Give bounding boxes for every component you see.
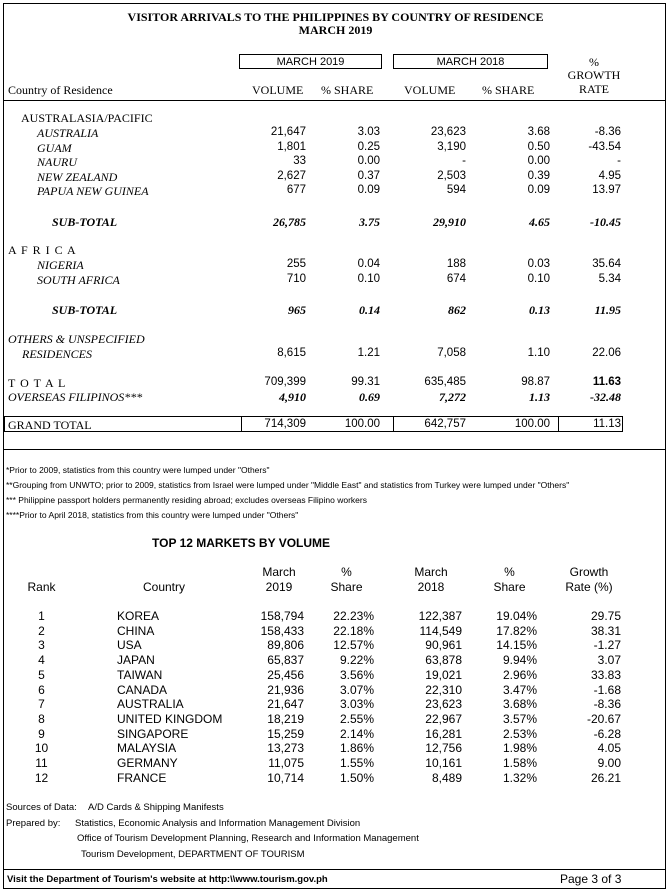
- top12-country: SINGAPORE: [117, 726, 189, 741]
- top12-growth: 3.07: [597, 653, 621, 668]
- ofw-v18: 7,272: [439, 390, 466, 404]
- top12-volume-2019: 25,456: [267, 667, 304, 682]
- subtotal-s19-australasia: 3.75: [359, 215, 380, 229]
- top12-growth-header-b: Rate (%): [565, 580, 613, 594]
- top12-sh19-header-b: Share: [330, 580, 363, 594]
- top12-rank: 7: [38, 697, 45, 712]
- top12-volume-2018: 16,281: [425, 726, 462, 741]
- volume-2018: 3,190: [437, 140, 466, 153]
- total-v19: 709,399: [264, 376, 306, 388]
- volume-2019-header: VOLUME: [252, 83, 304, 97]
- top12-share-2018: 1.58%: [502, 756, 537, 770]
- top12-share-2019: 22.18%: [333, 623, 374, 638]
- top12-share-2018: 14.15%: [496, 638, 537, 653]
- share-2018: 0.10: [527, 272, 550, 285]
- top12-growth: 29.75: [590, 609, 621, 623]
- top12-growth: 33.83: [590, 667, 621, 682]
- volume-2019: 677: [286, 184, 306, 197]
- top12-volume-2018: 19,021: [425, 667, 462, 682]
- top12-share-2018: 17.82%: [496, 623, 537, 638]
- volume-2018-header: VOLUME: [404, 83, 456, 97]
- others-label-line2: RESIDENCES: [22, 347, 92, 361]
- others-v19: 8,615: [277, 347, 306, 359]
- share-2018: 0.50: [527, 140, 550, 153]
- ofw-v19: 4,910: [279, 390, 306, 404]
- top12-volume-2018: 90,961: [425, 638, 462, 653]
- subtotal-v18-africa: 862: [448, 303, 466, 317]
- share-2018: 0.03: [527, 258, 550, 270]
- top12-share-2018: 2.96%: [502, 667, 537, 682]
- top12-rank: 4: [38, 653, 45, 668]
- volume-2019: 33: [293, 155, 306, 168]
- top12-volume-2019: 13,273: [267, 741, 304, 756]
- top12-m18-header-a: March: [414, 565, 448, 579]
- grand-total-s18: 100.00: [514, 418, 550, 430]
- top12-volume-2019: 89,806: [267, 638, 304, 653]
- growth-rate: 35.64: [592, 258, 621, 270]
- subtotal-v19-australasia: 26,785: [273, 215, 306, 229]
- top12-share-2018: 3.57%: [502, 711, 537, 726]
- top12-volume-2018: 63,878: [425, 653, 462, 668]
- top12-share-2018: 3.47%: [502, 682, 537, 697]
- top12-country-header: Country: [142, 580, 186, 594]
- top12-rank: 12: [34, 770, 49, 785]
- volume-2019: 255: [286, 258, 306, 270]
- top12-share-2019: 3.03%: [339, 697, 374, 712]
- top12-growth: -1.68: [593, 682, 621, 697]
- subtotal-s18-africa: 0.13: [529, 303, 550, 317]
- subtotal-label-africa: SUB-TOTAL: [52, 303, 118, 317]
- growth-rate: -8.36: [594, 126, 621, 138]
- country-name: AUSTRALIA: [37, 126, 99, 140]
- top12-rank: 1: [38, 609, 45, 623]
- country-name: NIGERIA: [37, 258, 84, 272]
- share-2019-header: % SHARE: [321, 83, 374, 97]
- top12-volume-2019: 10,714: [267, 770, 304, 785]
- top12-volume-2018: 114,549: [419, 623, 462, 638]
- top12-rank-header: Rank: [27, 580, 56, 594]
- top12-country: USA: [117, 638, 142, 653]
- country-name: NAURU: [37, 155, 77, 170]
- top12-rank: 8: [38, 711, 45, 726]
- volume-2019: 1,801: [277, 140, 306, 153]
- top12-country: TAIWAN: [117, 667, 163, 682]
- top12-volume-2018: 22,967: [425, 711, 462, 726]
- top12-growth: 26.21: [590, 770, 621, 785]
- share-2018-header: % SHARE: [482, 83, 535, 97]
- share-2019: 0.10: [357, 272, 380, 285]
- top12-share-2018: 9.94%: [502, 653, 537, 668]
- total-label: T O T A L: [8, 376, 67, 390]
- top12-country: AUSTRALIA: [117, 697, 184, 712]
- top12-title: TOP 12 MARKETS BY VOLUME: [152, 536, 331, 550]
- top12-share-2019: 1.86%: [339, 741, 374, 756]
- rate-header: RATE: [579, 82, 609, 96]
- total-s18: 98.87: [521, 376, 550, 388]
- volume-2019: 710: [286, 272, 306, 285]
- share-2019: 0.04: [357, 258, 380, 270]
- sources-label: Sources of Data:: [6, 802, 77, 813]
- ofw-label: OVERSEAS FILIPINOS***: [8, 390, 143, 404]
- notes-divider: [4, 449, 665, 450]
- region-australasia: AUSTRALASIA/PACIFIC: [21, 111, 153, 125]
- top12-volume-2019: 158,794: [260, 609, 304, 623]
- share-2019: 0.25: [357, 140, 380, 153]
- report-subtitle: MARCH 2019: [298, 23, 373, 37]
- country-name: GUAM: [37, 140, 72, 155]
- top12-growth: -8.36: [593, 697, 621, 712]
- footer-divider: [4, 869, 665, 870]
- country-header: Country of Residence: [8, 83, 113, 97]
- top12-share-2019: 1.55%: [339, 756, 374, 770]
- top12-rank: 2: [38, 623, 45, 638]
- top12-share-2018: 19.04%: [496, 609, 537, 623]
- top12-m19-header-a: March: [262, 565, 296, 579]
- top12-country: JAPAN: [117, 653, 155, 668]
- top12-country: GERMANY: [117, 756, 178, 770]
- top12-share-2019: 2.14%: [339, 726, 374, 741]
- top12-country: CHINA: [117, 623, 155, 638]
- top12-growth: 9.00: [597, 756, 621, 770]
- share-2019: 0.00: [357, 155, 380, 168]
- growth-rate: 13.97: [592, 184, 621, 197]
- header-divider: [4, 100, 665, 101]
- top12-share-2019: 9.22%: [339, 653, 374, 668]
- share-2018: 0.00: [527, 155, 550, 168]
- prepared-line1: Statistics, Economic Analysis and Information Management Division: [75, 818, 361, 829]
- top12-share-2019: 3.56%: [339, 667, 374, 682]
- top12-growth: -20.67: [586, 711, 621, 726]
- subtotal-v18-australasia: 29,910: [433, 215, 466, 229]
- top12-growth: 38.31: [590, 623, 621, 638]
- growth-header: GROWTH: [567, 68, 621, 82]
- top12-m19-header-b: 2019: [265, 580, 293, 594]
- growth-rate: -43.54: [588, 140, 621, 153]
- top12-volume-2018: 122,387: [418, 609, 462, 623]
- top12-rank: 3: [38, 638, 45, 653]
- others-g: 22.06: [592, 347, 621, 359]
- top12-growth-header-a: Growth: [569, 565, 609, 579]
- share-2018: 3.68: [527, 126, 550, 138]
- grand-total-g: 11.13: [593, 418, 621, 430]
- grand-total-s19: 100.00: [344, 418, 380, 430]
- top12-volume-2018: 23,623: [425, 697, 462, 712]
- growth-rate: 4.95: [598, 169, 621, 182]
- top12-volume-2019: 158,433: [260, 623, 304, 638]
- country-name: PAPUA NEW GUINEA: [37, 184, 149, 199]
- ofw-g: -32.48: [590, 390, 621, 404]
- grand-total-label: GRAND TOTAL: [8, 418, 92, 432]
- top12-growth: 4.05: [597, 741, 621, 756]
- top12-country: MALAYSIA: [117, 741, 177, 756]
- volume-2018: -: [462, 155, 466, 168]
- page-number: Page 3 of 3: [560, 872, 622, 886]
- share-2019: 0.37: [357, 169, 380, 182]
- prepared-line3: Tourism Development, DEPARTMENT OF TOURISM: [81, 849, 305, 860]
- others-s18: 1.10: [527, 347, 550, 359]
- grand-total-v18: 642,757: [424, 418, 466, 430]
- share-2018: 0.39: [527, 169, 550, 182]
- top12-volume-2018: 22,310: [425, 682, 462, 697]
- top12-volume-2019: 65,837: [267, 653, 304, 668]
- top12-rank: 9: [38, 726, 45, 741]
- top12-volume-2019: 21,647: [267, 697, 304, 712]
- top12-rank: 11: [35, 756, 48, 770]
- top12-volume-2019: 15,259: [267, 726, 304, 741]
- growth-pct-header: %: [589, 55, 599, 69]
- region-africa: A F R I C A: [8, 243, 77, 257]
- top12-sh19-header-a: %: [341, 565, 352, 579]
- growth-rate: 5.34: [598, 272, 621, 285]
- volume-2018: 674: [446, 272, 466, 285]
- top12-volume-2019: 18,219: [267, 711, 304, 726]
- top12-volume-2019: 11,075: [268, 756, 304, 770]
- note-4: ****Prior to April 2018, statistics from this country were lumped under "Others": [6, 510, 299, 520]
- march-2018-header: MARCH 2018: [393, 54, 548, 69]
- grand-total-v19: 714,309: [264, 418, 306, 430]
- top12-volume-2019: 21,936: [267, 682, 304, 697]
- top12-rank: 10: [34, 741, 49, 756]
- top12-share-2018: 3.68%: [502, 697, 537, 712]
- total-g: 11.63: [592, 376, 621, 388]
- top12-m18-header-b: 2018: [417, 580, 445, 594]
- volume-2019: 2,627: [277, 169, 306, 182]
- top12-share-2018: 2.53%: [502, 726, 537, 741]
- top12-country: CANADA: [117, 682, 168, 697]
- others-v18: 7,058: [437, 347, 466, 359]
- subtotal-g-africa: 11.95: [594, 303, 621, 317]
- top12-volume-2018: 10,161: [425, 756, 462, 770]
- top12-share-2019: 2.55%: [339, 711, 374, 726]
- ofw-s18: 1.13: [529, 390, 550, 404]
- volume-2018: 594: [446, 184, 466, 197]
- note-2: **Grouping from UNWTO; prior to 2009, statistics from Israel were lumped under "Middle East" and statistics from Turkey were lumped under "Others": [6, 480, 570, 490]
- top12-growth: -6.28: [593, 726, 621, 741]
- country-name: SOUTH AFRICA: [37, 272, 120, 287]
- top12-share-2019: 3.07%: [339, 682, 374, 697]
- top12-growth: -1.27: [593, 638, 621, 653]
- top12-share-2018: 1.32%: [502, 770, 537, 785]
- share-2019: 3.03: [357, 126, 380, 138]
- march-2019-header: MARCH 2019: [239, 54, 382, 69]
- share-2018: 0.09: [527, 184, 550, 197]
- top12-volume-2018: 12,756: [425, 741, 462, 756]
- ofw-s19: 0.69: [359, 390, 380, 404]
- subtotal-s19-africa: 0.14: [359, 303, 380, 317]
- top12-rank: 6: [38, 682, 45, 697]
- top12-share-2018: 1.98%: [502, 741, 537, 756]
- top12-share-2019: 1.50%: [339, 770, 374, 785]
- total-s19: 99.31: [351, 376, 380, 388]
- others-label-line1: OTHERS & UNSPECIFIED: [8, 332, 145, 346]
- website-link[interactable]: Visit the Department of Tourism's website at http:\\www.tourism.gov.ph: [7, 874, 328, 885]
- sources-value: A/D Cards & Shipping Manifests: [88, 802, 224, 813]
- others-s19: 1.21: [357, 347, 380, 359]
- prepared-line2: Office of Tourism Development Planning, Research and Information Management: [77, 833, 419, 844]
- volume-2018: 188: [446, 258, 466, 270]
- top12-country: FRANCE: [117, 770, 167, 785]
- volume-2018: 23,623: [430, 126, 466, 138]
- subtotal-v19-africa: 965: [288, 303, 306, 317]
- top12-sh18-header-b: Share: [493, 580, 526, 594]
- top12-volume-2018: 8,489: [431, 770, 462, 785]
- note-3: *** Philippine passport holders permanently residing abroad; excludes overseas Filipino workers: [6, 495, 367, 505]
- subtotal-s18-australasia: 4.65: [529, 215, 550, 229]
- top12-share-2019: 22.23%: [333, 609, 374, 623]
- report-title: VISITOR ARRIVALS TO THE PHILIPPINES BY COUNTRY OF RESIDENCE: [127, 10, 544, 24]
- volume-2018: 2,503: [437, 169, 466, 182]
- volume-2019: 21,647: [270, 126, 306, 138]
- top12-rank: 5: [38, 667, 45, 682]
- prepared-label: Prepared by:: [6, 818, 61, 829]
- subtotal-label-australasia: SUB-TOTAL: [52, 215, 118, 229]
- subtotal-g-australasia: -10.45: [590, 215, 621, 229]
- report-page: [3, 3, 666, 889]
- top12-country: UNITED KINGDOM: [117, 711, 223, 726]
- top12-country: KOREA: [117, 609, 160, 623]
- top12-share-2019: 12.57%: [333, 638, 374, 653]
- share-2019: 0.09: [357, 184, 380, 197]
- country-name: NEW ZEALAND: [37, 169, 118, 184]
- top12-sh18-header-a: %: [504, 565, 515, 579]
- total-v18: 635,485: [424, 376, 466, 388]
- note-1: *Prior to 2009, statistics from this country were lumped under "Others": [6, 465, 270, 475]
- growth-rate: -: [617, 155, 621, 168]
